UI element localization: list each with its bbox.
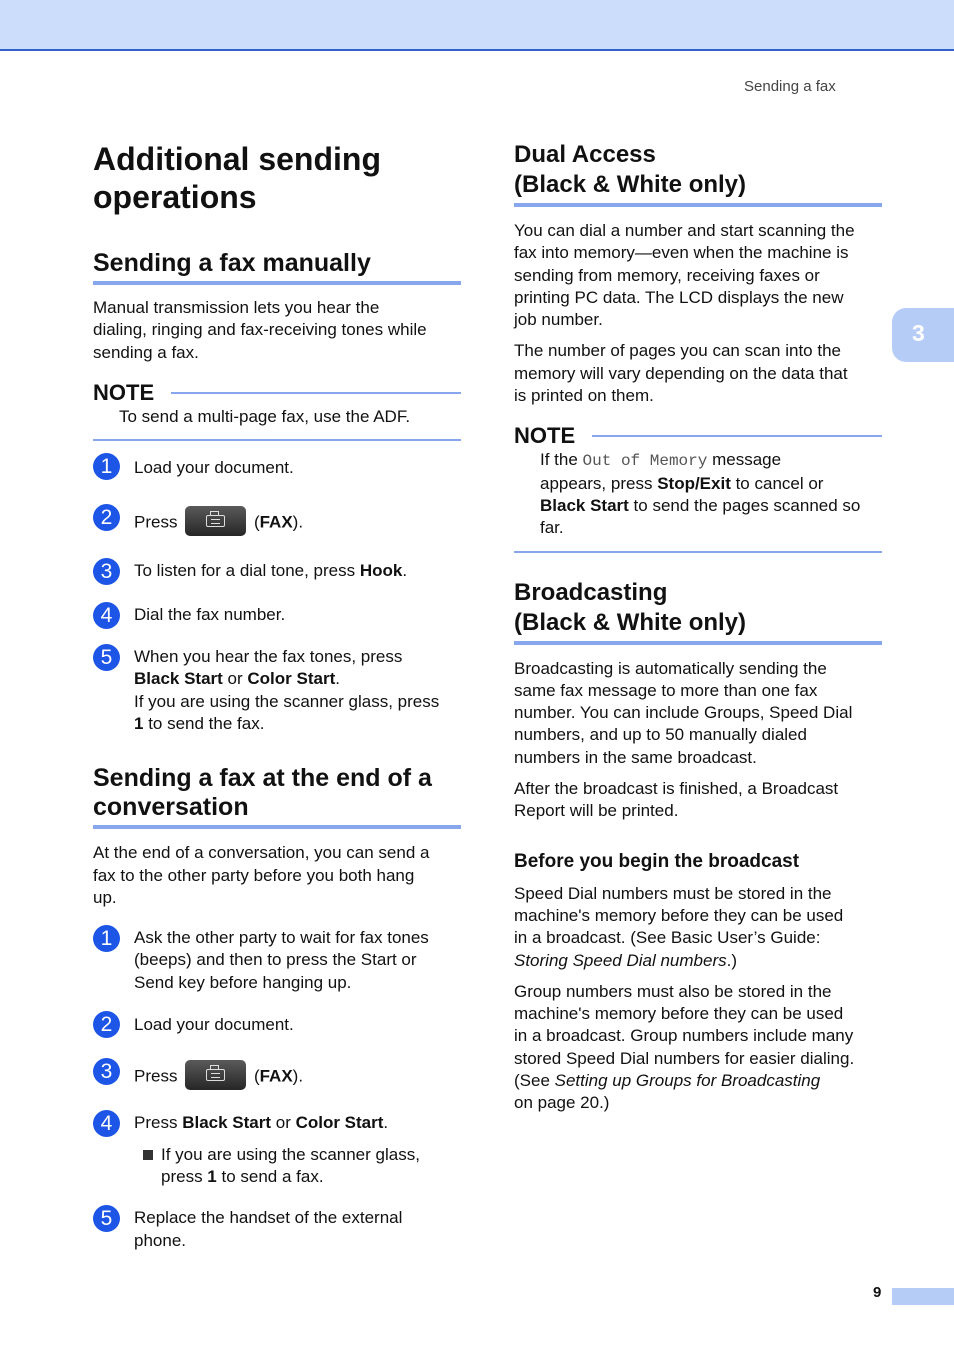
dual-paragraph-2: The number of pages you can scan into the memory will vary depending on the data that is printed on them. [514, 341, 848, 406]
section-heading-dual-access: Dual Access (Black & White only) [514, 140, 882, 207]
broadcast-paragraph-3: Speed Dial numbers must be stored in the machine's memory before they can be used in a broadcast. (See Basic User’s Guide: Storing Speed Dial numbers.) [514, 883, 844, 970]
section-heading-end-conversation: Sending a fax at the end of a conversation [93, 764, 461, 829]
step-3: 3 Press (FAX). [93, 1058, 461, 1092]
step-number: 3 [93, 1058, 120, 1085]
step-number: 4 [93, 602, 120, 629]
step-number: 3 [93, 558, 120, 585]
step-5: 5 When you hear the fax tones, press Black Start or Color Start. If you are using the scanner glass, press 1 to send the fax. [93, 644, 461, 735]
right-column [514, 140, 882, 1115]
fax-button[interactable] [185, 506, 246, 536]
note-label: NOTE [514, 423, 576, 449]
top-banner [0, 0, 954, 51]
page-number: 9 [873, 1284, 882, 1301]
step-number: 5 [93, 1205, 120, 1232]
step-4: 4 Press Black Start or Color Start. [93, 1110, 461, 1134]
dual-paragraph-1: You can dial a number and start scanning the fax into memory—even when the machine is sending from memory, receiving faxes or printing PC data. The LCD displays the new job number. [514, 221, 855, 330]
step-number: 2 [93, 1011, 120, 1038]
broadcast-paragraph-4: Group numbers must also be stored in the machine's memory before they can be used in a broadcast. Group numbers include many stored Speed Dial numbers for easier dialing. (See Setting up Groups for Broadcasting on page 20.) [514, 981, 855, 1113]
chapter-number: 3 [912, 320, 925, 346]
bullet-square-icon [143, 1150, 153, 1160]
running-header: Sending a fax [744, 78, 836, 95]
fax-icon [206, 1069, 225, 1081]
broadcast-paragraph-1: Broadcasting is automatically sending the same fax message to more than one fax number. You can include Groups, Speed Dial numbers, and up to 50 manually dialed numbers in the same broadcast. [514, 658, 853, 767]
bullet-item: If you are using the scanner glass, press 1 to send a fax. [93, 1144, 461, 1189]
step-2: 2 Press (FAX). [93, 504, 461, 538]
left-column [93, 140, 461, 1252]
step-number: 4 [93, 1110, 120, 1137]
sub-heading-before-broadcast: Before you begin the broadcast [514, 850, 800, 872]
note-text: If the Out of Memory message appears, press Stop/Exit to cancel or Black Start to send the pages scanned so far. [540, 450, 861, 538]
manual-intro: Manual transmission lets you hear the dialing, ringing and fax-receiving tones while sending a fax. [93, 298, 427, 362]
step-3: 3 To listen for a dial tone, press Hook. [93, 558, 461, 582]
step-number: 2 [93, 504, 120, 531]
note-label: NOTE [93, 379, 155, 405]
fax-icon [206, 515, 225, 527]
chapter-tab [892, 308, 954, 362]
page-number-bar [892, 1288, 954, 1305]
step-1: 1 Load your document. [93, 453, 461, 479]
note-box [514, 422, 882, 552]
broadcast-paragraph-2: After the broadcast is finished, a Broadcast Report will be printed. [514, 779, 839, 821]
section-heading-broadcasting: Broadcasting (Black & White only) [514, 578, 882, 645]
end-conv-intro: At the end of a conversation, you can send a fax to the other party before you both hang up. [93, 843, 430, 907]
section-heading-manual: Sending a fax manually [93, 249, 461, 285]
step-number: 5 [93, 644, 120, 671]
step-4: 4 Dial the fax number. [93, 602, 461, 626]
cross-reference-link[interactable]: Setting up Groups for Broadcasting [554, 1071, 821, 1091]
page-title: Additional sending operations [93, 141, 381, 215]
step-1: 1 Ask the other party to wait for fax tones (beeps) and then to press the Start or Send key before hanging up. [93, 925, 461, 994]
note-text: To send a multi-page fax, use the ADF. [119, 406, 411, 426]
fax-button[interactable] [185, 1060, 246, 1090]
step-number: 1 [93, 925, 120, 952]
step-2: 2 Load your document. [93, 1011, 461, 1036]
note-box [93, 379, 461, 441]
step-5: 5 Replace the handset of the external phone. [93, 1205, 461, 1252]
step-number: 1 [93, 453, 120, 480]
